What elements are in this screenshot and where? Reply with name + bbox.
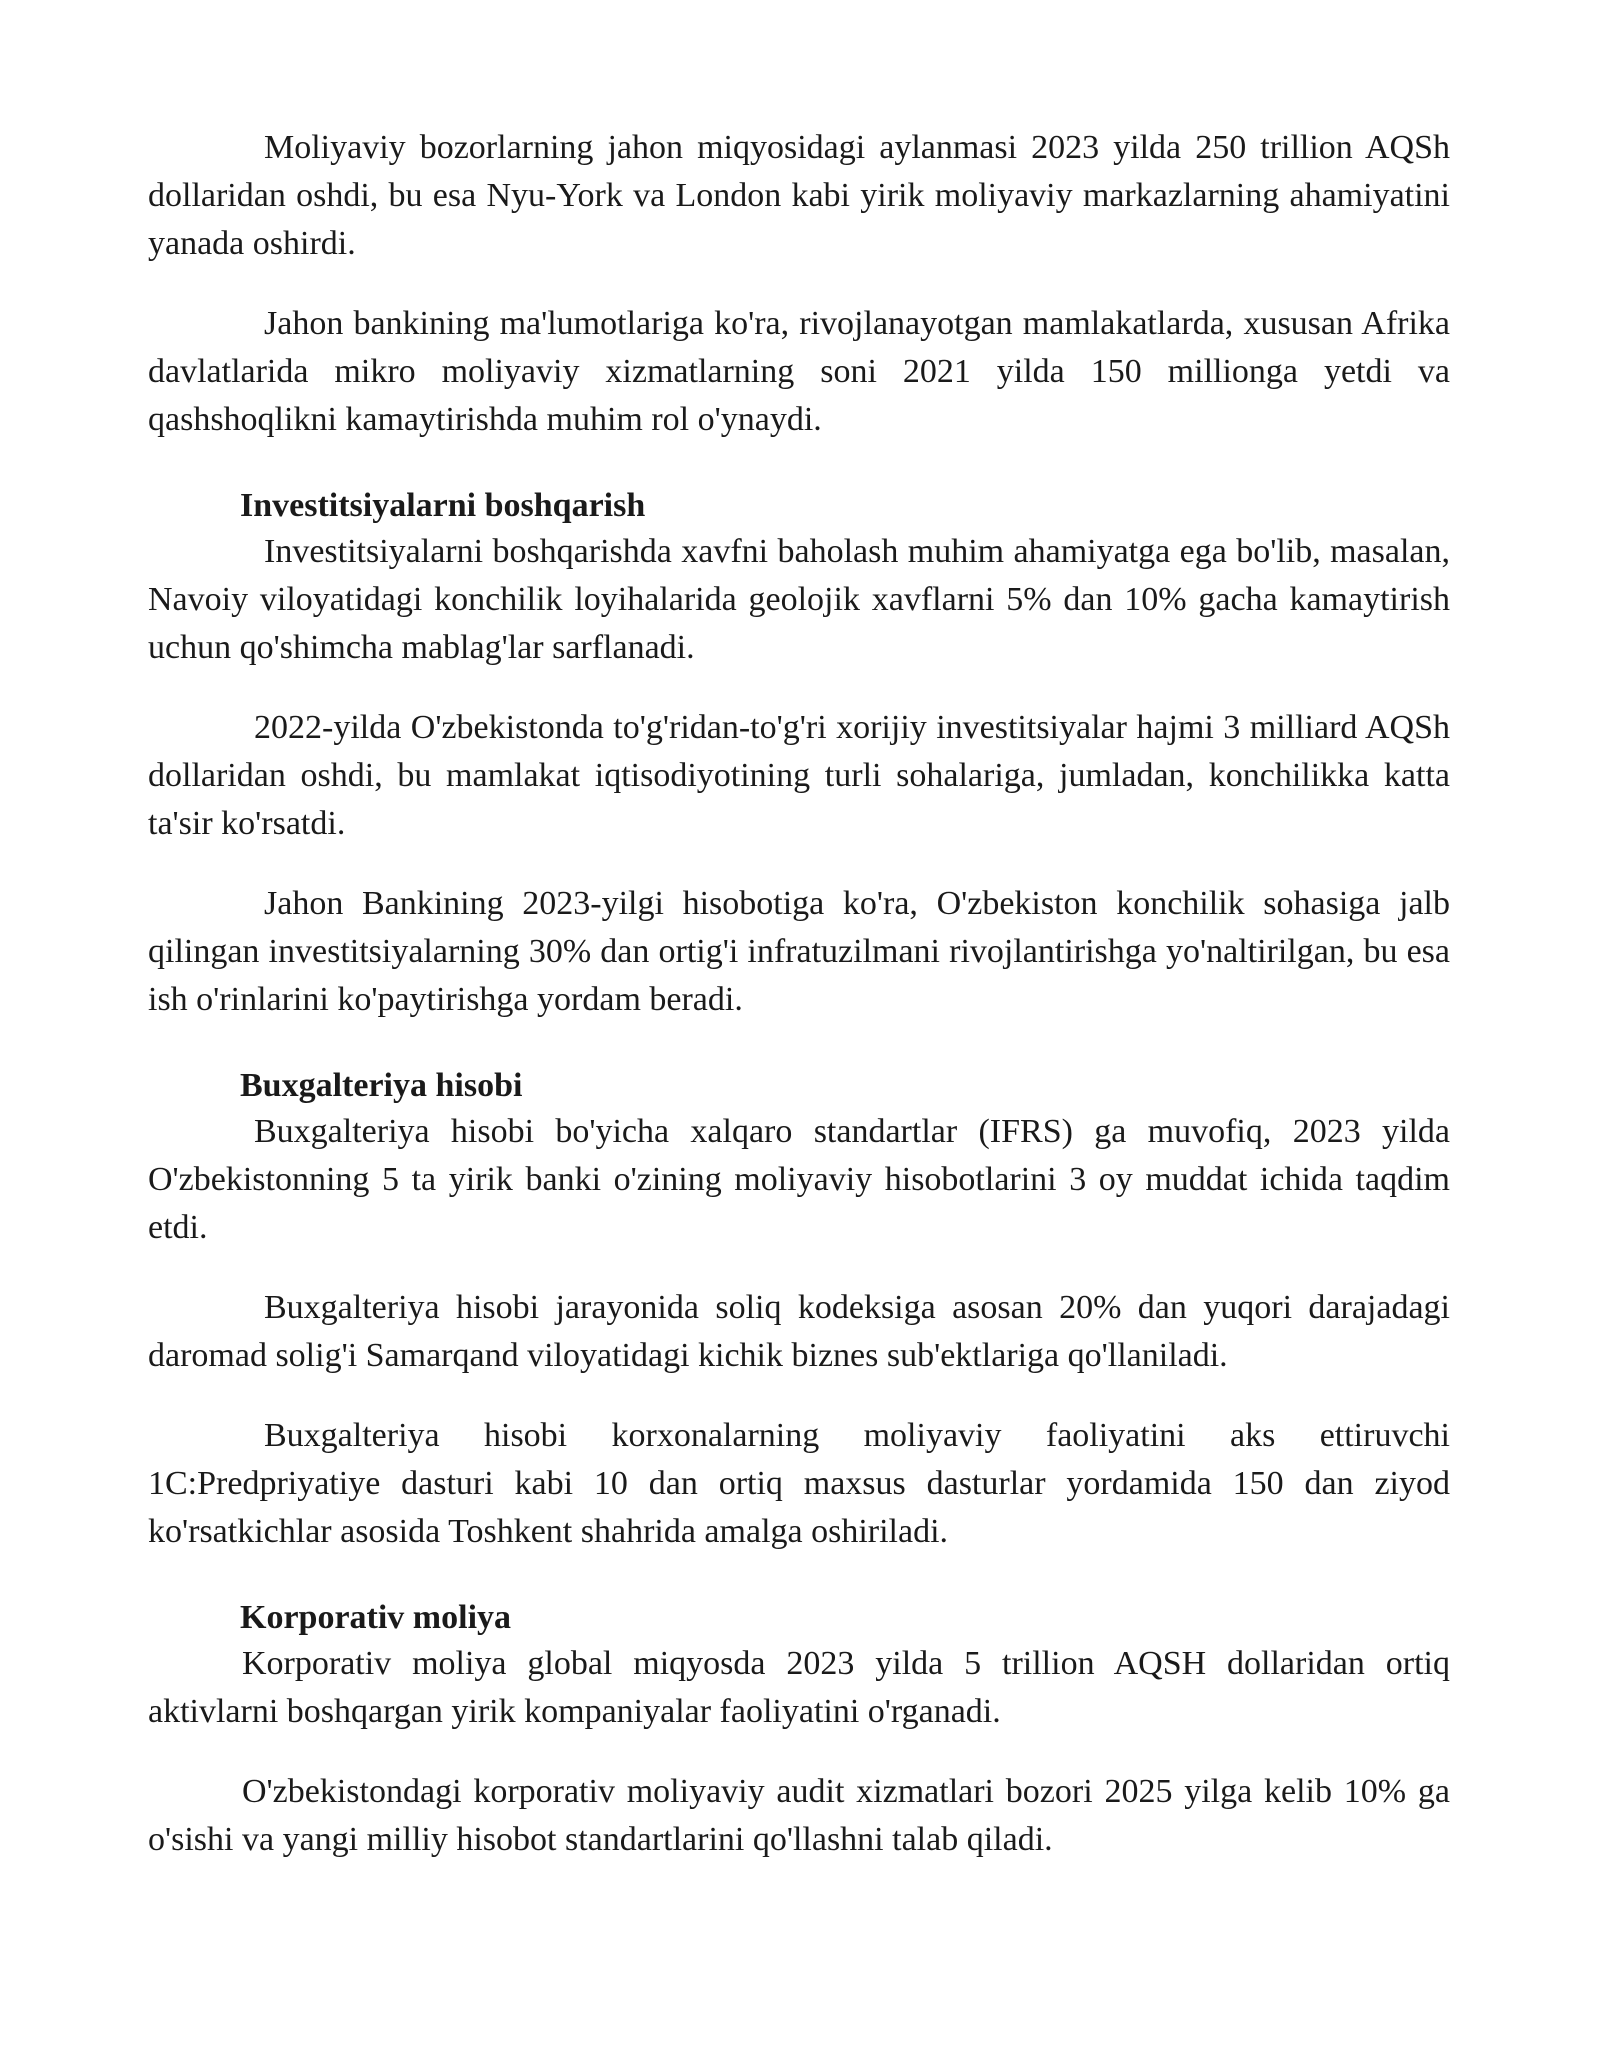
section-heading-accounting: Buxgalteriya hisobi	[240, 1067, 523, 1104]
paragraph: Buxgalteriya hisobi korxonalarning moliyaviy faoliyatini aks ettiruvchi 1C:Predpriyatiye dasturi kabi 10 dan ortiq maxsus dasturlar yordamida 150 dan ziyod ko'rsatkichlar asosida Toshkent shahrida amalga oshiriladi.	[148, 1417, 1450, 1550]
paragraph: Jahon Bankining 2023-yilgi hisobotiga ko'ra, O'zbekiston konchilik sohasiga jalb qilingan investitsiyalarning 30% dan ortig'i infratuzilmani rivojlantirishga yo'naltirilgan, bu esa ish o'rinlarini ko'paytirishga yordam beradi.	[148, 885, 1450, 1018]
paragraph: Korporativ moliya global miqyosda 2023 yilda 5 trillion AQSH dollaridan ortiq aktivlarni boshqargan yirik kompaniyalar faoliyatini o'rganadi.	[148, 1645, 1450, 1730]
section-heading-corporate-finance: Korporativ moliya	[240, 1599, 512, 1636]
paragraph: Jahon bankining ma'lumotlariga ko'ra, rivojlanayotgan mamlakatlarda, xususan Afrika davlatlarida mikro moliyaviy xizmatlarning soni 2021 yilda 150 millionga yetdi va qashshoqlikni kamaytirishda muhim rol o'ynaydi.	[148, 305, 1450, 438]
paragraph: Moliyaviy bozorlarning jahon miqyosidagi aylanmasi 2023 yilda 250 trillion AQSh dollaridan oshdi, bu esa Nyu-York va London kabi yirik moliyaviy markazlarning ahamiyatini yanada oshirdi.	[148, 129, 1450, 262]
paragraph: 2022-yilda O'zbekistonda to'g'ridan-to'g'ri xorijiy investitsiyalar hajmi 3 milliard AQSh dollaridan oshdi, bu mamlakat iqtisodiyotining turli sohalariga, jumladan, konchilikka katta ta'sir ko'rsatdi.	[148, 709, 1450, 842]
document-page	[148, 124, 1450, 1864]
section-heading-investments: Investitsiyalarni boshqarish	[240, 487, 646, 524]
paragraph: Buxgalteriya hisobi jarayonida soliq kodeksiga asosan 20% dan yuqori darajadagi daromad solig'i Samarqand viloyatidagi kichik biznes sub'ektlariga qo'llaniladi.	[148, 1289, 1450, 1374]
paragraph: Investitsiyalarni boshqarishda xavfni baholash muhim ahamiyatga ega bo'lib, masalan, Navoiy viloyatidagi konchilik loyihalarida geolojik xavflarni 5% dan 10% gacha kamaytirish uchun qo'shimcha mablag'lar sarflanadi.	[148, 533, 1450, 666]
paragraph: Buxgalteriya hisobi bo'yicha xalqaro standartlar (IFRS) ga muvofiq, 2023 yilda O'zbekistonning 5 ta yirik banki o'zining moliyaviy hisobotlarini 3 oy muddat ichida taqdim etdi.	[148, 1113, 1450, 1246]
paragraph: O'zbekistondagi korporativ moliyaviy audit xizmatlari bozori 2025 yilga kelib 10% ga o'sishi va yangi milliy hisobot standartlarini qo'llashni talab qiladi.	[148, 1773, 1450, 1858]
